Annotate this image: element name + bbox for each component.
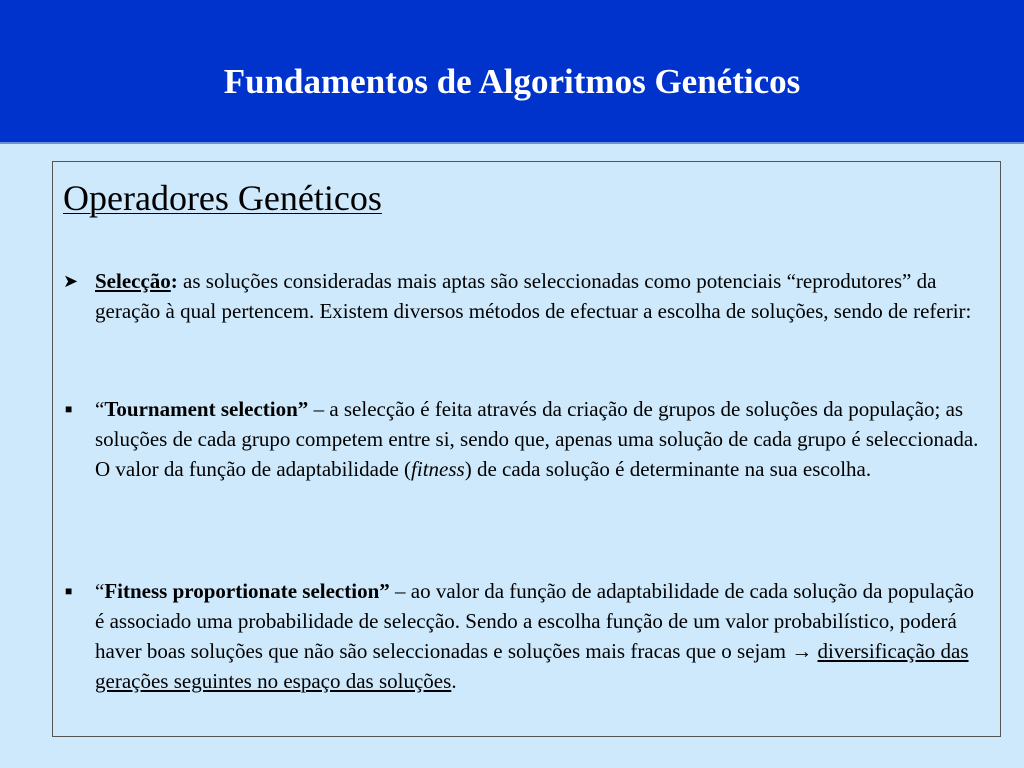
section-heading: Operadores Genéticos — [63, 178, 382, 218]
fitness-end: . — [451, 669, 457, 693]
tournament-open-quote: “ — [95, 397, 105, 421]
slide-title: Fundamentos de Algoritmos Genéticos — [223, 62, 801, 101]
tournament-text-b: ) de cada solução é determinante na sua escolha. — [464, 457, 872, 481]
content-box — [52, 161, 1001, 737]
fitness-open-quote: “ — [95, 579, 105, 603]
fitness-proportionate-paragraph — [95, 576, 985, 696]
arrow-bullet-icon: ➤ — [63, 271, 79, 291]
title-bar — [0, 0, 1024, 144]
selection-paragraph — [95, 266, 985, 326]
selection-term: Selecção — [95, 269, 171, 293]
right-arrow-icon: → — [791, 639, 813, 663]
diversification-link-text: diversificação das gerações seguintes no espaço das soluções — [95, 639, 969, 693]
tournament-term: Tournament selection” — [104, 397, 309, 421]
tournament-paragraph — [95, 394, 985, 484]
square-bullet-icon: ■ — [65, 402, 73, 416]
square-bullet-icon: ■ — [65, 584, 73, 598]
selection-colon: : — [170, 269, 178, 293]
fitness-text-a: – ao valor da função de adaptabilidade de cada solução da população é associado uma probabilidade de selecção. Sendo a escolha função de um valor probabilístico, poderá haver boas soluções que não são seleccionadas e soluções mais fracas que o sejam — [95, 579, 974, 663]
tournament-text-a: – a selecção é feita através da criação de grupos de soluções da população; as soluções de cada grupo competem entre si, sendo que, apenas uma solução de cada grupo é seleccionada. O valor da função de adaptabilidade ( — [95, 397, 979, 481]
fitness-term: Fitness proportionate selection” — [104, 579, 390, 603]
fitness-italic: fitness — [411, 457, 465, 481]
selection-text: as soluções consideradas mais aptas são seleccionadas como potenciais “reprodutores” da geração à qual pertencem. Existem diversos métodos de efectuar a escolha de soluções, sendo de referir: — [95, 269, 972, 323]
